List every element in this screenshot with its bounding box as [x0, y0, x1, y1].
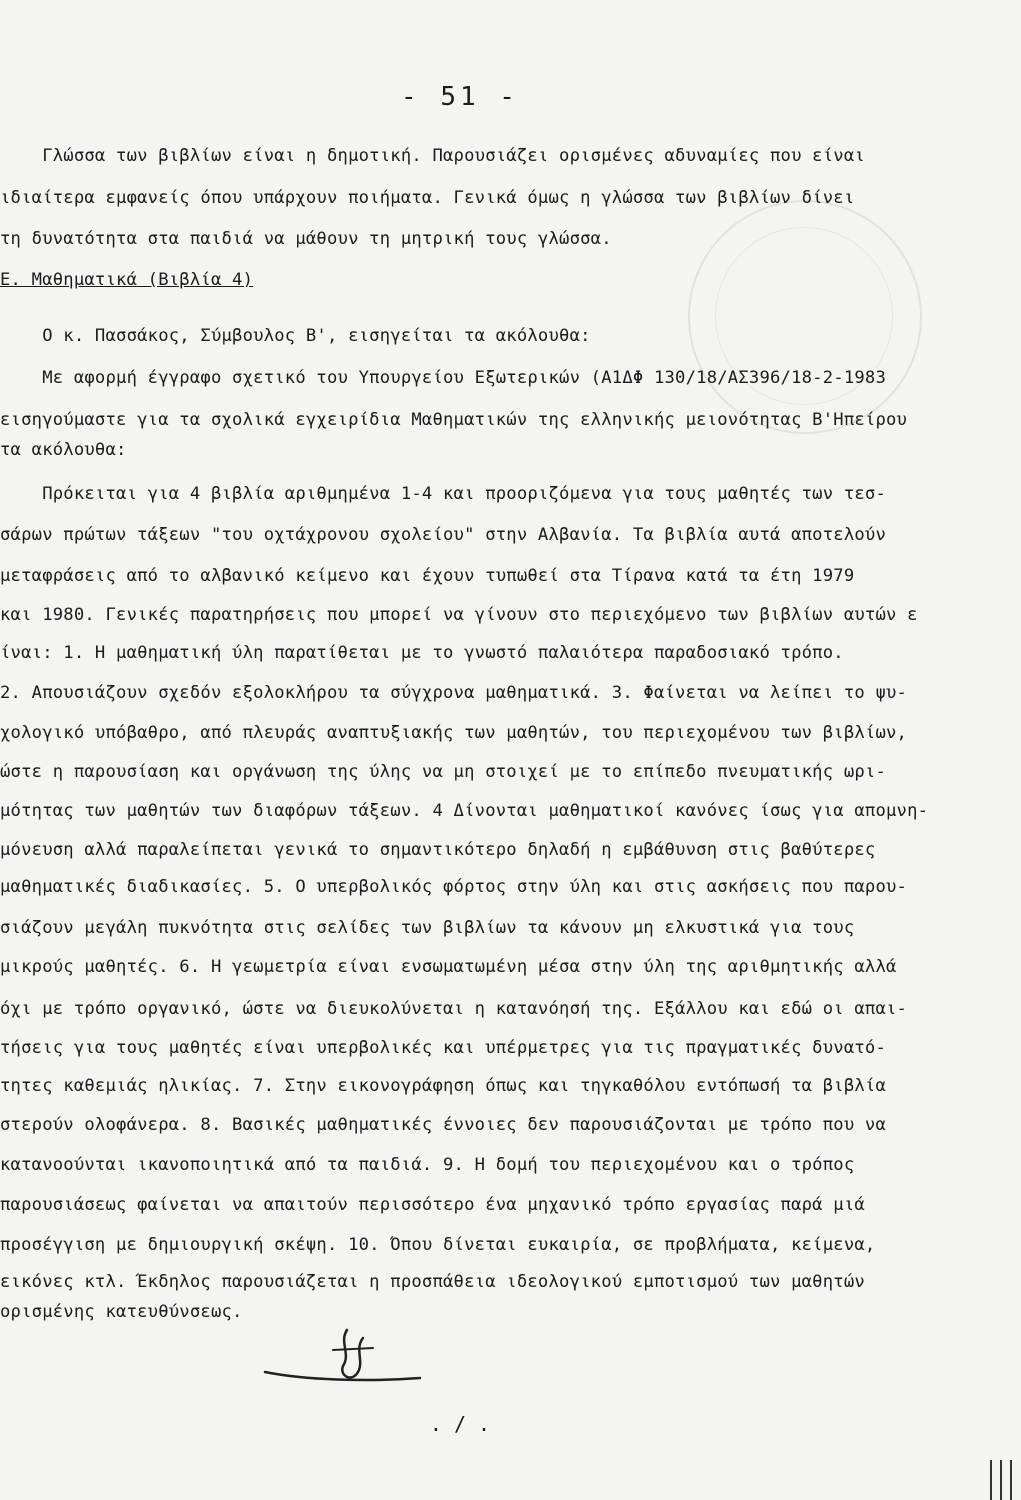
text-line: σιάζουν μεγάλη πυκνότητα στις σελίδες των βιβλίων τα κάνουν μη ελκυστικά για τους	[0, 918, 855, 938]
text-line: κατανοούνται ικανοποιητικά από τα παιδιά. 9. Η δομή του περιεχομένου και ο τρόπος	[0, 1155, 855, 1175]
page-number: - 51 -	[401, 82, 519, 112]
text-line: μότητας των μαθητών των διαφόρων τάξεων. 4 Δίνονται μαθηματικοί κανόνες ίσως για απομνη-	[0, 801, 929, 821]
text-line: μαθηματικές διαδικασίες. 5. Ο υπερβολικός φόρτος στην ύλη και στις ασκήσεις που παρου-	[0, 877, 908, 897]
text-line: όχι με τρόπο οργανικό, ώστε να διευκολύνεται η κατανόησή της. Εξάλλου και εδώ οι απαι-	[0, 999, 908, 1019]
text-line: μεταφράσεις από το αλβανικό κείμενο και έχουν τυπωθεί στα Τίρανα κατά τα έτη 1979	[0, 566, 855, 586]
text-line: τα ακόλουθα:	[0, 440, 127, 460]
section-heading: Ε. Μαθηματικά (Βιβλία 4)	[0, 270, 254, 290]
text-line: Με αφορμή έγγραφο σχετικό του Υπουργείου Εξωτερικών (Α1ΔΦ 130/18/ΑΣ396/18-2-1983	[0, 368, 887, 388]
text-line: ορισμένης κατευθύνσεως.	[0, 1302, 243, 1322]
text-line: εικόνες κτλ. Έκδηλος παρουσιάζεται η προσπάθεια ιδεολογικού εμποτισμού των μαθητών	[0, 1272, 865, 1292]
text-line: προσέγγιση με δημιουργική σκέψη. 10. Όπου δίνεται ευκαιρία, σε προβλήματα, κείμενα,	[0, 1235, 876, 1255]
text-line: στερούν ολοφάνερα. 8. Βασικές μαθηματικές έννοιες δεν παρουσιάζονται με τρόπο που να	[0, 1115, 887, 1135]
text-line: ώστε η παρουσίαση και οργάνωση της ύλης να μη στοιχεί με το επίπεδο πνευματικής ωρι-	[0, 762, 887, 782]
text-line: και 1980. Γενικές παρατηρήσεις που μπορεί να γίνουν στο περιεχόμενο των βιβλίων αυτών ε	[0, 605, 918, 625]
text-line: παρουσιάσεως φαίνεται να απαιτούν περισσότερο ένα μηχανικό τρόπο εργασίας παρά μιά	[0, 1195, 865, 1215]
text-line: ιδιαίτερα εμφανείς όπου υπάρχουν ποιήματα. Γενικά όμως η γλώσσα των βιβλίων δίνει	[0, 188, 855, 208]
text-line: Γλώσσα των βιβλίων είναι η δημοτική. Παρουσιάζει ορισμένες αδυναμίες που είναι	[0, 146, 865, 166]
text-line: χολογικό υπόβαθρο, από πλευράς αναπτυξιακής των μαθητών, του περιεχομένου των βιβλίων,	[0, 723, 908, 743]
text-line: 2. Απουσιάζουν σχεδόν εξολοκλήρου τα σύγχρονα μαθηματικά. 3. Φαίνεται να λείπει το ψυ-	[0, 683, 908, 703]
text-line: τήσεις για τους μαθητές είναι υπερβολικές και υπέρμετρες για τις πραγματικές δυνατό-	[0, 1038, 887, 1058]
text-line: μικρούς μαθητές. 6. Η γεωμετρία είναι ενσωματωμένη μέσα στην ύλη της αριθμητικής αλλά	[0, 957, 897, 977]
continuation-mark: . / .	[429, 1412, 491, 1436]
text-line: σάρων πρώτων τάξεων "του οχτάχρονου σχολείου" στην Αλβανία. Τα βιβλία αυτά αποτελούν	[0, 525, 887, 545]
text-line: Πρόκειται για 4 βιβλία αριθμημένα 1-4 και προοριζόμενα για τους μαθητές των τεσ-	[0, 484, 887, 504]
handwritten-signature-icon	[255, 1320, 435, 1390]
text-line: ίναι: 1. Η μαθηματική ύλη παρατίθεται με το γνωστό παλαιότερα παραδοσιακό τρόπο.	[0, 643, 844, 663]
page-edge-marks-icon	[961, 1460, 1021, 1500]
text-line: τητες καθεμιάς ηλικίας. 7. Στην εικονογράφηση όπως και τηγκαθόλου εντόπωσή τα βιβλία	[0, 1076, 887, 1096]
text-line: τη δυνατότητα στα παιδιά να μάθουν τη μητρική τους γλώσσα.	[0, 229, 612, 249]
text-line: μόνευση αλλά παραλείπεται γενικά το σημαντικότερο δηλαδή η εμβάθυνση στις βαθύτερες	[0, 840, 876, 860]
text-line: εισηγούμαστε για τα σχολικά εγχειρίδια Μαθηματικών της ελληνικής μειονότητας Β'Ηπείρου	[0, 410, 908, 430]
text-line: Ο κ. Πασσάκος, Σύμβουλος Β', εισηγείται τα ακόλουθα:	[0, 326, 591, 346]
